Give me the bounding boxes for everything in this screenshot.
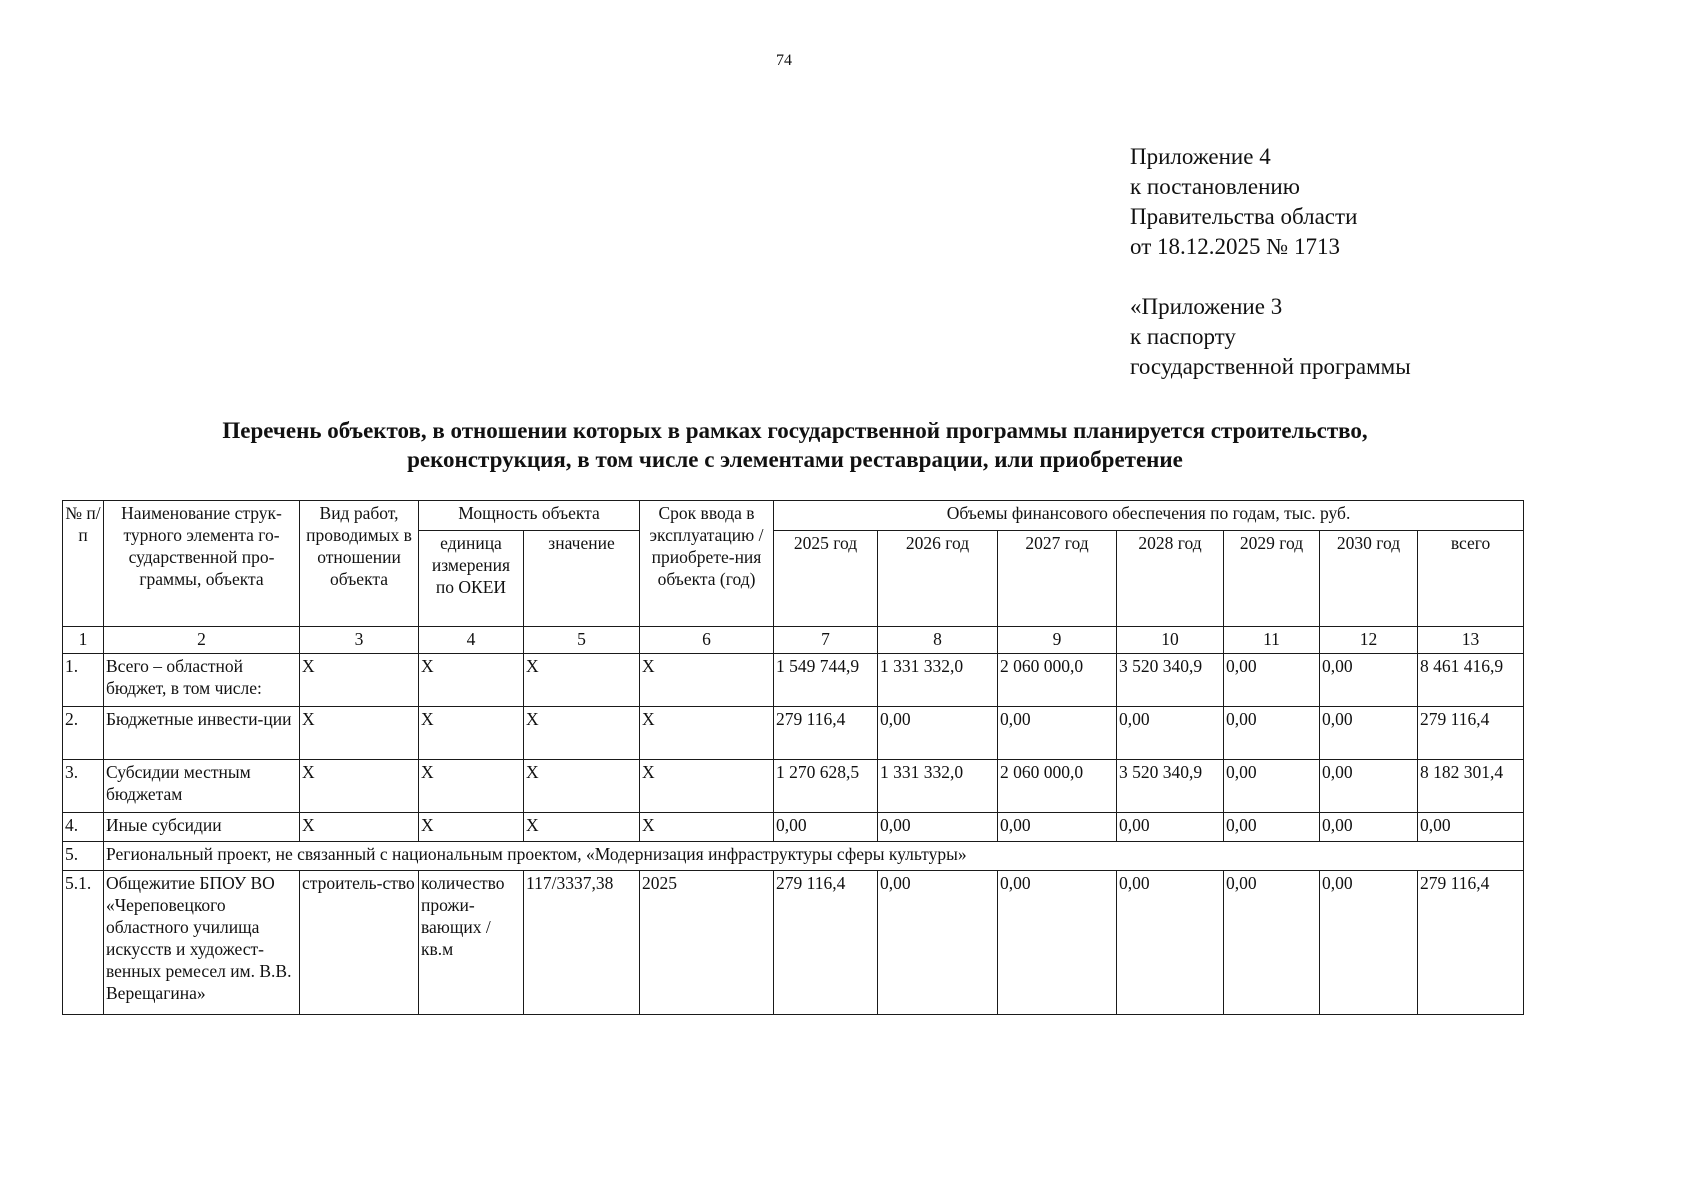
header-funding: Объемы финансового обеспечения по годам, тыс. руб. xyxy=(774,501,1524,531)
row-2030: 0,00 xyxy=(1320,654,1418,707)
row-unit: Х xyxy=(419,654,524,707)
table-row xyxy=(63,813,1524,842)
table-row xyxy=(63,760,1524,813)
row-work-type: Х xyxy=(300,654,419,707)
row-total: 0,00 xyxy=(1418,813,1524,842)
appendix-ref-line: «Приложение 3 xyxy=(1130,294,1283,319)
header-year-2027: 2027 год xyxy=(998,531,1117,627)
header-year-2025: 2025 год xyxy=(774,531,878,627)
row-unit: Х xyxy=(419,813,524,842)
section-title: Региональный проект, не связанный с национальным проектом, «Модернизация инфраструктуры сферы культуры» xyxy=(104,842,1524,871)
row-2029: 0,00 xyxy=(1224,813,1320,842)
row-deadline: Х xyxy=(640,813,774,842)
row-total: 279 116,4 xyxy=(1418,707,1524,760)
header-year-2026: 2026 год xyxy=(878,531,998,627)
row-2028: 3 520 340,9 xyxy=(1117,760,1224,813)
row-number: 4. xyxy=(63,813,104,842)
header-year-2029: 2029 год xyxy=(1224,531,1320,627)
row-number: 2. xyxy=(63,707,104,760)
column-number-row xyxy=(63,627,1524,654)
header-total: всего xyxy=(1418,531,1524,627)
object-2030: 0,00 xyxy=(1320,871,1418,1015)
row-name: Субсидии местным бюджетам xyxy=(104,760,300,813)
row-2026: 0,00 xyxy=(878,813,998,842)
column-number: 8 xyxy=(878,627,998,654)
section-row xyxy=(63,842,1524,871)
object-2029: 0,00 xyxy=(1224,871,1320,1015)
header-year-2030: 2030 год xyxy=(1320,531,1418,627)
object-deadline: 2025 xyxy=(640,871,774,1015)
row-2027: 2 060 000,0 xyxy=(998,654,1117,707)
row-value: Х xyxy=(524,707,640,760)
object-unit: количество прожи-вающих / кв.м xyxy=(419,871,524,1015)
column-number: 1 xyxy=(63,627,104,654)
objects-table xyxy=(62,500,1524,1015)
row-2027: 0,00 xyxy=(998,813,1117,842)
object-name: Общежитие БПОУ ВО «Череповецкого областного училища искусств и художест-венных ремесел им. В.В. Верещагина» xyxy=(104,871,300,1015)
appendix-header xyxy=(1130,142,1357,262)
row-name: Бюджетные инвести-ции xyxy=(104,707,300,760)
row-work-type: Х xyxy=(300,760,419,813)
table-row xyxy=(63,707,1524,760)
row-number: 1. xyxy=(63,654,104,707)
row-total: 8 182 301,4 xyxy=(1418,760,1524,813)
row-2029: 0,00 xyxy=(1224,654,1320,707)
object-work-type: строитель-ство xyxy=(300,871,419,1015)
appendix-line: Приложение 4 xyxy=(1130,144,1271,169)
row-value: Х xyxy=(524,654,640,707)
appendix-reference xyxy=(1130,292,1411,382)
row-2027: 2 060 000,0 xyxy=(998,760,1117,813)
row-2025: 0,00 xyxy=(774,813,878,842)
header-work-type: Вид работ, проводимых в отношении объекта xyxy=(300,501,419,627)
row-2027: 0,00 xyxy=(998,707,1117,760)
column-number: 6 xyxy=(640,627,774,654)
row-name: Иные субсидии xyxy=(104,813,300,842)
row-2028: 0,00 xyxy=(1117,813,1224,842)
row-2025: 1 549 744,9 xyxy=(774,654,878,707)
appendix-ref-line: государственной программы xyxy=(1130,354,1411,379)
object-total: 279 116,4 xyxy=(1418,871,1524,1015)
object-2027: 0,00 xyxy=(998,871,1117,1015)
column-number: 2 xyxy=(104,627,300,654)
object-2025: 279 116,4 xyxy=(774,871,878,1015)
row-deadline: Х xyxy=(640,760,774,813)
appendix-line: к постановлению xyxy=(1130,174,1300,199)
table-row xyxy=(63,654,1524,707)
row-2026: 0,00 xyxy=(878,707,998,760)
column-number: 11 xyxy=(1224,627,1320,654)
row-2028: 0,00 xyxy=(1117,707,1224,760)
row-total: 8 461 416,9 xyxy=(1418,654,1524,707)
row-deadline: Х xyxy=(640,707,774,760)
header-capacity: Мощность объекта xyxy=(419,501,640,531)
column-number: 12 xyxy=(1320,627,1418,654)
object-2026: 0,00 xyxy=(878,871,998,1015)
row-number: 3. xyxy=(63,760,104,813)
column-number: 3 xyxy=(300,627,419,654)
row-name: Всего – областной бюджет, в том числе: xyxy=(104,654,300,707)
column-number: 13 xyxy=(1418,627,1524,654)
column-number: 10 xyxy=(1117,627,1224,654)
title-line: Перечень объектов, в отношении которых в рамках государственной программы планируется строительство, xyxy=(222,418,1368,443)
row-2026: 1 331 332,0 xyxy=(878,760,998,813)
title-line: реконструкция, в том числе с элементами реставрации, или приобретение xyxy=(407,447,1183,472)
row-value: Х xyxy=(524,760,640,813)
appendix-line: Правительства области xyxy=(1130,204,1358,229)
row-2030: 0,00 xyxy=(1320,707,1418,760)
header-name: Наименование струк-турного элемента го-сударственной про-граммы, объекта xyxy=(104,501,300,627)
row-2026: 1 331 332,0 xyxy=(878,654,998,707)
header-row xyxy=(63,501,1524,531)
row-2025: 1 270 628,5 xyxy=(774,760,878,813)
row-unit: Х xyxy=(419,707,524,760)
row-value: Х xyxy=(524,813,640,842)
object-2028: 0,00 xyxy=(1117,871,1224,1015)
header-value: значение xyxy=(524,531,640,627)
row-2029: 0,00 xyxy=(1224,760,1320,813)
column-number: 9 xyxy=(998,627,1117,654)
row-2025: 279 116,4 xyxy=(774,707,878,760)
page-number: 74 xyxy=(776,52,792,69)
column-number: 5 xyxy=(524,627,640,654)
header-unit: единица измерения по ОКЕИ xyxy=(419,531,524,627)
section-number: 5. xyxy=(63,842,104,871)
column-number: 4 xyxy=(419,627,524,654)
object-row xyxy=(63,871,1524,1015)
header-deadline: Срок ввода в эксплуатацию / приобрете-ния объекта (год) xyxy=(640,501,774,627)
object-number: 5.1. xyxy=(63,871,104,1015)
row-2028: 3 520 340,9 xyxy=(1117,654,1224,707)
row-unit: Х xyxy=(419,760,524,813)
row-2029: 0,00 xyxy=(1224,707,1320,760)
row-deadline: Х xyxy=(640,654,774,707)
column-number: 7 xyxy=(774,627,878,654)
row-2030: 0,00 xyxy=(1320,760,1418,813)
appendix-line: от 18.12.2025 № 1713 xyxy=(1130,234,1340,259)
object-value: 117/3337,38 xyxy=(524,871,640,1015)
header-year-2028: 2028 год xyxy=(1117,531,1224,627)
row-work-type: Х xyxy=(300,707,419,760)
header-no: № п/п xyxy=(63,501,104,627)
document-title xyxy=(80,416,1510,474)
row-2030: 0,00 xyxy=(1320,813,1418,842)
row-work-type: Х xyxy=(300,813,419,842)
appendix-ref-line: к паспорту xyxy=(1130,324,1236,349)
